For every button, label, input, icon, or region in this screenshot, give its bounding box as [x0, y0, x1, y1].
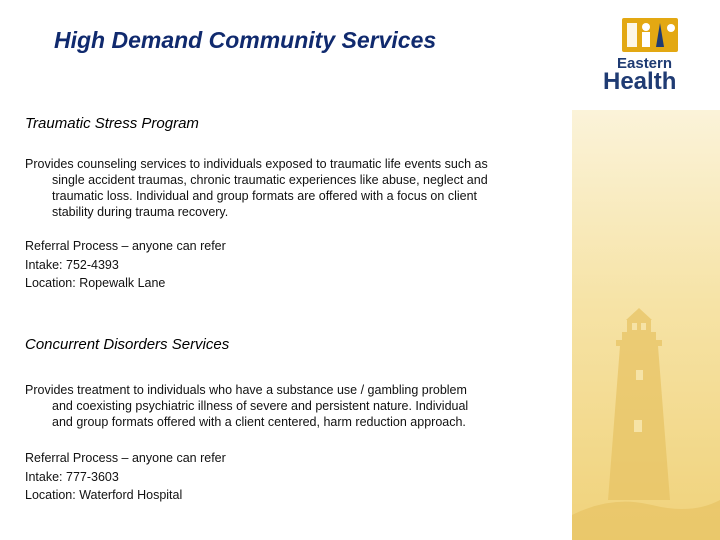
- referral-text: Referral Process – anyone can refer: [25, 239, 226, 253]
- description-line: stability during trauma recovery.: [52, 205, 229, 219]
- referral-text: Referral Process – anyone can refer: [25, 451, 226, 465]
- section-info-traumatic-stress: [25, 237, 226, 293]
- description-line: traumatic loss. Individual and group formats are offered with a focus on client: [52, 189, 477, 203]
- section-description-traumatic-stress: [25, 156, 565, 220]
- section-info-concurrent-disorders: [25, 449, 226, 505]
- description-line: and coexisting psychiatric illness of severe and persistent nature. Individual: [52, 399, 469, 413]
- page-title: High Demand Community Services: [54, 27, 437, 53]
- intake-text: Intake: 752-4393: [25, 257, 119, 272]
- section-heading-traumatic-stress: Traumatic Stress Program: [25, 115, 199, 132]
- description-line: single accident traumas, chronic traumatic experiences like abuse, neglect and: [52, 173, 488, 187]
- description-line: and group formats offered with a client centered, harm reduction approach.: [52, 415, 466, 429]
- intake-text: Intake: 777-3603: [25, 469, 119, 484]
- description-line: Provides treatment to individuals who have a substance use / gambling problem: [25, 383, 467, 397]
- description-line: Provides counseling services to individuals exposed to traumatic life events such as: [25, 157, 488, 171]
- logo-word-eastern: Eastern: [617, 55, 673, 72]
- section-description-concurrent-disorders: [25, 382, 565, 430]
- location-text: Location: Waterford Hospital: [25, 488, 183, 502]
- section-heading-concurrent-disorders: Concurrent Disorders Services: [25, 336, 230, 353]
- lighthouse-watermark-icon: [572, 300, 720, 540]
- logo-word-health: Health: [603, 68, 677, 95]
- location-text: Location: Ropewalk Lane: [25, 276, 166, 290]
